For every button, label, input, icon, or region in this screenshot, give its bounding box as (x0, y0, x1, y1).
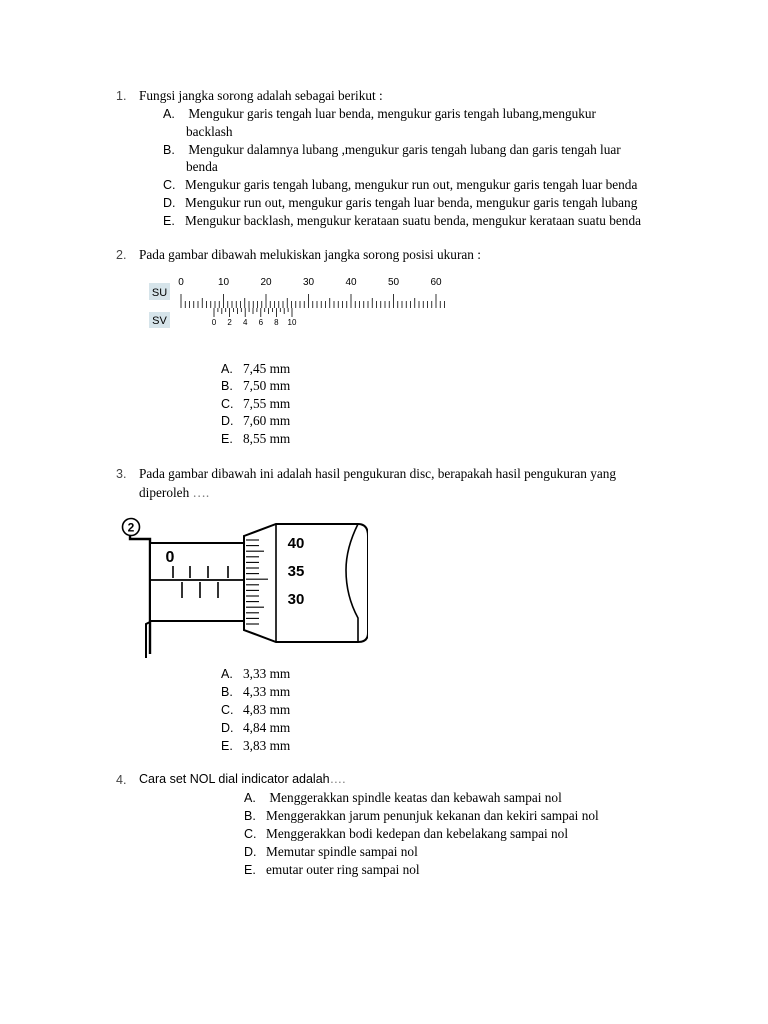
question-1-number: 1. (116, 89, 127, 103)
option-letter: E. (221, 739, 233, 753)
q2-option-b (221, 378, 290, 394)
question-3-number: 3. (116, 467, 127, 481)
thimble-number: 35 (287, 563, 305, 580)
q1-option-a-continuation: backlash (186, 124, 233, 139)
vernier-scale-number: 8 (274, 318, 279, 327)
option-letter: E. (221, 432, 233, 446)
vernier-scale-number: 6 (258, 318, 264, 327)
option-letter: B. (163, 143, 175, 157)
sleeve-zero-label: 0 (165, 549, 175, 566)
option-letter: D. (221, 721, 234, 735)
main-scale-number: 10 (217, 277, 230, 288)
option-text: Mengukur dalamnya lubang ,mengukur garis tengah lubang dan garis tengah luar (185, 142, 621, 157)
question-4-ellipsis: …. (329, 772, 346, 786)
option-letter: C. (221, 703, 234, 717)
q4-option-d (244, 844, 418, 860)
option-text: 7,45 mm (243, 361, 291, 376)
question-3-text: Pada gambar dibawah ini adalah hasil pengukuran disc, berapakah hasil pengukuran yang (139, 466, 617, 481)
main-scale-label: SU (151, 287, 168, 299)
vernier-scale-number: 0 (211, 318, 217, 327)
q2-option-e (221, 431, 290, 447)
option-letter: B. (221, 379, 233, 393)
vernier-caliper-figure (146, 270, 446, 332)
q3-option-e (221, 738, 290, 754)
option-letter: E. (244, 863, 256, 877)
q3-option-c (221, 702, 290, 718)
q1-option-e (163, 213, 641, 229)
option-text: emutar outer ring sampai nol (266, 862, 420, 877)
option-text: Mengukur garis tengah luar benda, mengukur garis tengah lubang,mengukur (185, 106, 596, 121)
vernier-scale-label: SV (152, 315, 167, 327)
vernier-scale-number: 4 (242, 318, 248, 327)
q1-option-d (163, 195, 637, 211)
option-text: 3,83 mm (243, 738, 291, 753)
vernier-scale-number: 2 (227, 318, 232, 327)
micrometer-figure (118, 514, 368, 662)
option-letter: A. (221, 667, 233, 681)
vernier-scale-ticks (214, 308, 292, 317)
thimble-number: 40 (287, 535, 305, 552)
option-text: Menggerakkan bodi kedepan dan kebelakang sampai nol (266, 826, 569, 841)
main-scale-ticks (181, 294, 445, 308)
main-scale-number: 30 (302, 277, 315, 288)
q1-option-b (163, 142, 621, 158)
question-4-text (139, 772, 346, 786)
q1-option-a (163, 106, 596, 122)
option-letter: B. (244, 809, 256, 823)
question-1-text: Fungsi jangka sorong adalah sebagai berikut : (139, 88, 383, 103)
option-letter: C. (163, 178, 176, 192)
option-text: 4,33 mm (243, 684, 291, 699)
option-text: Mengukur run out, mengukur garis tengah luar benda, mengukur garis tengah lubang (185, 195, 638, 210)
thimble-number: 30 (287, 591, 305, 608)
option-text: Mengukur garis tengah lubang, mengukur run out, mengukur garis tengah luar benda (185, 177, 638, 192)
q2-option-a (221, 361, 290, 377)
option-letter: B. (221, 685, 233, 699)
main-scale-number: 60 (430, 277, 442, 288)
option-letter: D. (221, 414, 234, 428)
question-3-text-line2: diperoleh (139, 485, 190, 500)
option-text: 4,84 mm (243, 720, 291, 735)
option-text: Menggerakkan jarum penunjuk kekanan dan kekiri sampai nol (266, 808, 599, 823)
main-scale-number: 0 (178, 277, 184, 288)
q3-option-d (221, 720, 290, 736)
q2-option-d (221, 413, 290, 429)
option-letter: A. (163, 107, 175, 121)
micrometer-sleeve (150, 543, 244, 621)
main-scale-number: 40 (345, 277, 357, 288)
question-2-number: 2. (116, 248, 127, 262)
option-letter: D. (244, 845, 257, 859)
q4-option-e (244, 862, 420, 878)
option-letter: D. (163, 196, 176, 210)
q3-option-a (221, 666, 290, 682)
q4-option-c (244, 826, 568, 842)
option-letter: A. (244, 791, 256, 805)
option-text: Memutar spindle sampai nol (266, 844, 418, 859)
option-letter: A. (221, 362, 233, 376)
question-2-text: Pada gambar dibawah melukiskan jangka sorong posisi ukuran : (139, 247, 481, 262)
question-4-text-main: Cara set NOL dial indicator adalah (139, 772, 330, 786)
thimble-numbers (288, 535, 305, 608)
q4-option-a (244, 790, 562, 806)
option-letter: C. (221, 397, 234, 411)
option-text: 3,33 mm (243, 666, 291, 681)
question-3-text-continuation (139, 485, 209, 501)
vernier-scale-numbers (212, 318, 297, 327)
question-4-number: 4. (116, 773, 127, 787)
figure-number-badge: 2 (127, 520, 135, 535)
micrometer-thimble (244, 524, 368, 642)
option-text: 8,55 mm (243, 431, 291, 446)
question-3-ellipsis: …. (189, 485, 210, 500)
main-scale-number: 20 (260, 277, 272, 288)
option-letter: E. (163, 214, 175, 228)
q1-option-c (163, 177, 637, 193)
option-text: 4,83 mm (243, 702, 291, 717)
main-scale-number: 50 (387, 277, 400, 288)
q1-option-b-continuation: benda (186, 159, 218, 174)
q3-option-b (221, 684, 290, 700)
option-letter: C. (244, 827, 257, 841)
q2-option-c (221, 396, 290, 412)
q4-option-b (244, 808, 599, 824)
option-text: 7,60 mm (243, 413, 291, 428)
vernier-scale-number: 10 (287, 318, 297, 327)
option-text: 7,55 mm (243, 396, 291, 411)
main-scale-numbers (178, 277, 442, 288)
option-text: 7,50 mm (243, 378, 291, 393)
option-text: Mengukur backlash, mengukur kerataan suatu benda, mengukur kerataan suatu benda (185, 213, 641, 228)
option-text: Menggerakkan spindle keatas dan kebawah sampai nol (266, 790, 562, 805)
